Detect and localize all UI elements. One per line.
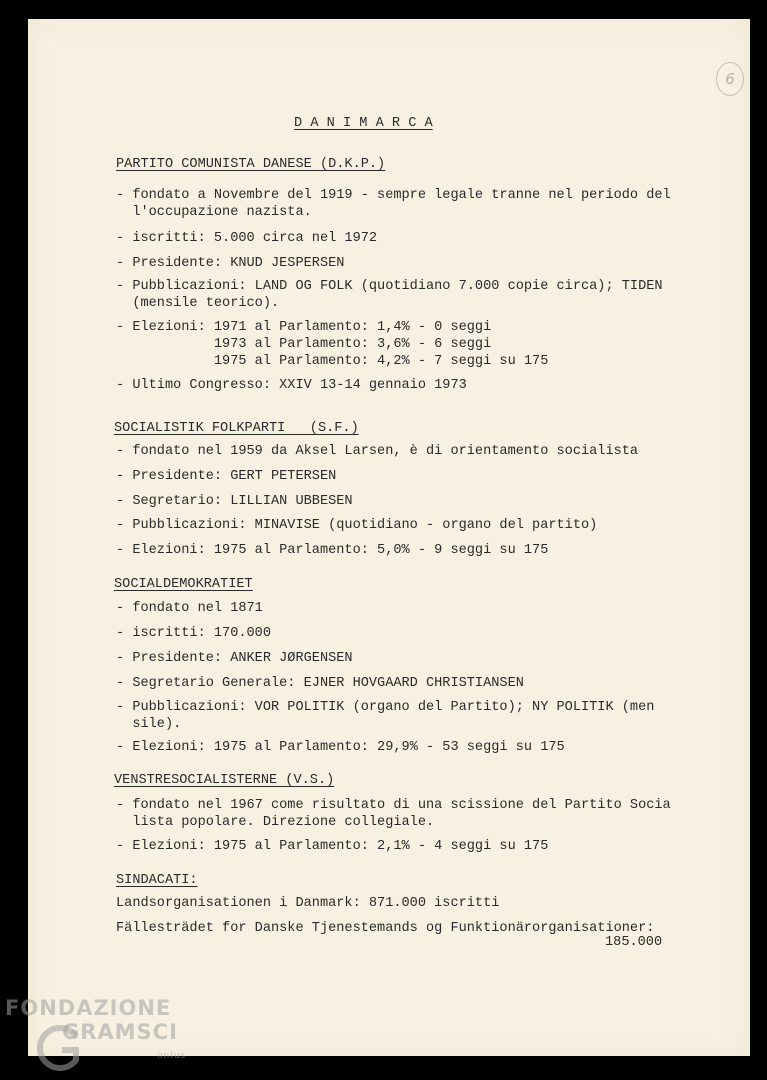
sf-line-4: - Pubblicazioni: MINAVISE (quotidiano - organo del partito) — [116, 518, 598, 533]
section-heading-sd: SOCIALDEMOKRATIET — [114, 577, 253, 592]
sd-line-5: - Pubblicazioni: VOR POLITIK (organo del Partito); NY POLITIK (men — [116, 700, 655, 715]
section-heading-pcd: PARTITO COMUNISTA DANESE (D.K.P.) — [116, 157, 386, 172]
vs-line-1: - fondato nel 1967 come risultato di una scissione del Partito Socia — [116, 798, 671, 813]
sindacati-line-1: Landsorganisationen i Danmark: 871.000 iscritti — [116, 896, 500, 911]
pcd-line-1: - fondato a Novembre del 1919 - sempre legale tranne nel periodo del — [116, 188, 671, 203]
sd-line-3: - Presidente: ANKER JØRGENSEN — [116, 651, 353, 666]
sd-line-6: sile). — [116, 717, 182, 732]
sindacati-line-2: Fällesträdet for Danske Tjenestemands og Funktionärorganisationer: — [116, 921, 655, 936]
sindacati-line-3: 185.000 — [605, 935, 663, 950]
pcd-line-6: (mensile teorico). — [116, 296, 280, 311]
sf-line-2: - Presidente: GERT PETERSEN — [116, 469, 337, 484]
pcd-line-10: - Ultimo Congresso: XXIV 13-14 gennaio 1973 — [116, 378, 467, 393]
sd-line-4: - Segretario Generale: EJNER HOVGAARD CHRISTIANSEN — [116, 676, 524, 691]
pcd-line-8: 1973 al Parlamento: 3,6% - 6 seggi — [116, 337, 492, 352]
archive-watermark — [0, 990, 200, 1080]
pcd-line-4: - Presidente: KNUD JESPERSEN — [116, 256, 345, 271]
page-number: 6 — [716, 62, 744, 96]
pcd-line-7: - Elezioni: 1971 al Parlamento: 1,4% - 0 seggi — [116, 320, 492, 335]
watermark-line-1: FONDAZIONE — [5, 996, 172, 1020]
pcd-line-2: l'occupazione nazista. — [116, 205, 312, 220]
section-heading-sf: SOCIALISTIK FOLKPARTI (S.F.) — [114, 421, 359, 436]
sd-line-1: - fondato nel 1871 — [116, 601, 263, 616]
sd-line-7: - Elezioni: 1975 al Parlamento: 29,9% - 53 seggi su 175 — [116, 740, 565, 755]
watermark-line-3: onlus — [157, 1051, 187, 1061]
sd-line-2: - iscritti: 170.000 — [116, 626, 271, 641]
document-page — [28, 19, 750, 1056]
watermark-logo-icon — [30, 1022, 86, 1074]
pcd-line-5: - Pubblicazioni: LAND OG FOLK (quotidiano 7.000 copie circa); TIDEN — [116, 279, 663, 294]
sf-line-1: - fondato nel 1959 da Aksel Larsen, è di orientamento socialista — [116, 444, 639, 459]
sf-line-5: - Elezioni: 1975 al Parlamento: 5,0% - 9 seggi su 175 — [116, 543, 549, 558]
pcd-line-9: 1975 al Parlamento: 4,2% - 7 seggi su 175 — [116, 354, 549, 369]
vs-line-3: - Elezioni: 1975 al Parlamento: 2,1% - 4 seggi su 175 — [116, 839, 549, 854]
vs-line-2: lista popolare. Direzione collegiale. — [116, 815, 435, 830]
section-heading-vs: VENSTRESOCIALISTERNE (V.S.) — [114, 773, 335, 788]
section-heading-sindacati: SINDACATI: — [116, 873, 198, 888]
pcd-line-3: - iscritti: 5.000 circa nel 1972 — [116, 231, 378, 246]
sf-line-3: - Segretario: LILLIAN UBBESEN — [116, 494, 353, 509]
document-title: D A N I M A R C A — [294, 116, 433, 131]
watermark-line-2: GRAMSCI — [62, 1020, 178, 1044]
